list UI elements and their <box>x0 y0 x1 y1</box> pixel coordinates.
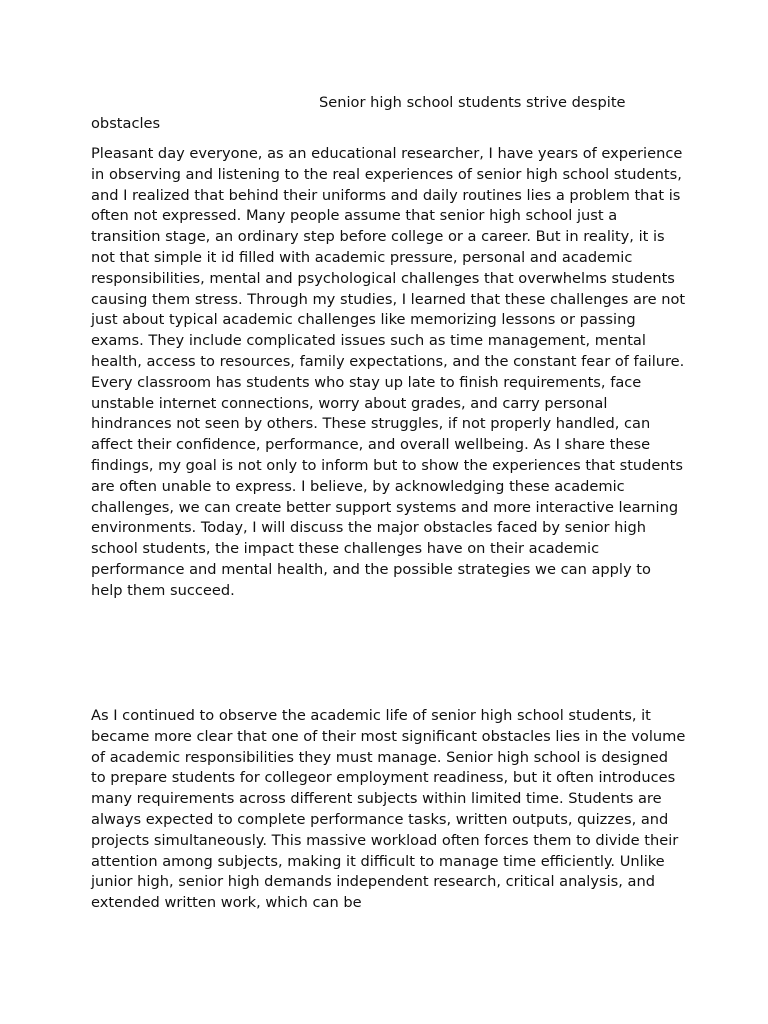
document-title: Senior high school students strive despite obstacles <box>91 94 626 132</box>
paragraph-introduction: Pleasant day everyone, as an educational researcher, I have years of experience in observing and listening to the real experiences of senior high school students, and I realized that behind their uniforms and daily routines lies a problem that is often not expressed. Many people assume that senior high school just a transition stage, an ordinary step before college or a career. But in reality, it is not that simple it id filled with academic pressure, personal and academic responsibilities, mental and psychological challenges that overwhelms students causing them stress. Through my studies, I learned that these challenges are not just about typical academic challenges like memorizing lessons or passing exams. They include complicated issues such as time management, mental health, access to resources, family expectations, and the constant fear of failure. Every classroom has students who stay up late to finish requirements, face unstable internet connections, worry about grades, and carry personal hindrances not seen by others. These struggles, if not properly handled, can affect their confidence, performance, and overall wellbeing. As I share these findings, my goal is not only to inform but to show the experiences that students are often unable to express. I believe, by acknowledging these academic challenges, we can create better support systems and more interactive learning environments. Today, I will discuss the major obstacles faced by senior high school students, the impact these challenges have on their academic performance and mental health, and the possible strategies we can apply to help them succeed. <box>91 145 686 599</box>
paragraph-workload: As I continued to observe the academic life of senior high school students, it became more clear that one of their most significant obstacles lies in the volume of academic responsibilities they must manage. Senior high school is designed to prepare students for collegeor employment readiness, but it often introduces many requirements across different subjects within limited time. Students are always expected to complete performance tasks, written outputs, quizzes, and projects simultaneously. This massive workload often forces them to divide their attention among subjects, making it difficult to manage time efficiently. Unlike junior high, senior high demands independent research, critical analysis, and extended written work, which can be <box>91 707 686 912</box>
